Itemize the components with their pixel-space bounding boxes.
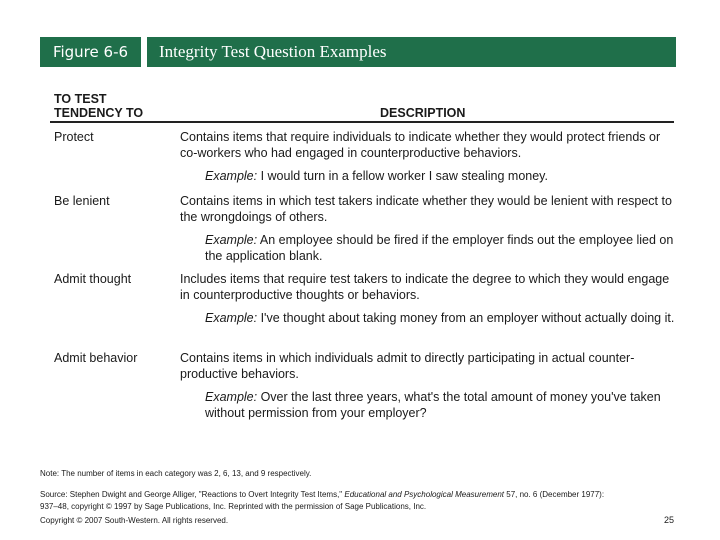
example-label: Example: — [205, 233, 258, 247]
source-prefix: Source: Stephen Dwight and George Alliger, "Reactions to Overt Integrity Test Items," — [40, 490, 345, 499]
table-note: Note: The number of items in each category was 2, 6, 13, and 9 respectively. — [40, 469, 312, 478]
example-text: Over the last three years, what's the total amount of money you've taken without permission from your employer? — [205, 390, 661, 420]
column-header-tendency-line2: TENDENCY TO — [54, 106, 144, 120]
description-admit-thought: Includes items that require test takers to indicate the degree to which they would engage in counterproductive thoughts or behaviors. — [180, 272, 670, 302]
figure-label: Figure 6-6 — [40, 37, 141, 67]
term-admit-thought: Admit thought — [54, 272, 132, 286]
description-be-lenient: Contains items in which test takers indicate whether they would be lenient with respect to the wrongdoings of others. — [180, 194, 672, 224]
example-label: Example: — [205, 390, 258, 404]
term-admit-behavior: Admit behavior — [54, 351, 138, 365]
source-journal: Educational and Psychological Measurement — [344, 490, 505, 499]
figure-title: Integrity Test Question Examples — [147, 37, 676, 67]
figure-header — [40, 37, 676, 67]
example-admit-behavior — [205, 389, 675, 421]
description-protect: Contains items that require individuals to indicate whether they would protect friends or co-workers who had engaged in counterproductive behaviors. — [180, 130, 661, 160]
column-header-tendency-line1: TO TEST — [54, 92, 107, 106]
term-protect: Protect — [54, 130, 94, 144]
page-number: 25 — [664, 515, 675, 525]
example-text: I've thought about taking money from an employer without actually doing it. — [257, 311, 675, 325]
example-protect — [205, 168, 675, 184]
header-rule — [50, 121, 674, 123]
column-header-tendency — [54, 92, 143, 120]
example-label: Example: — [205, 169, 258, 183]
example-be-lenient — [205, 232, 675, 264]
source-citation — [40, 489, 610, 513]
example-text: I would turn in a fellow worker I saw stealing money. — [257, 169, 548, 183]
copyright-notice: Copyright © 2007 South-Western. All rights reserved. — [40, 516, 229, 525]
example-admit-thought — [205, 310, 675, 326]
example-label: Example: — [205, 311, 258, 325]
description-admit-behavior: Contains items in which individuals admit to directly participating in actual counter-productive behaviors. — [180, 351, 635, 381]
source-suffix: 57, no. 6 (December 1977): 937–48, copyright © 1997 by Sage Publications, Inc. Reprinted with the permission of Sage Publications, Inc. — [40, 490, 605, 511]
term-be-lenient: Be lenient — [54, 194, 110, 208]
example-text: An employee should be fired if the employer finds out the employee lied on the application blank. — [205, 233, 674, 263]
column-header-description: DESCRIPTION — [380, 106, 466, 120]
